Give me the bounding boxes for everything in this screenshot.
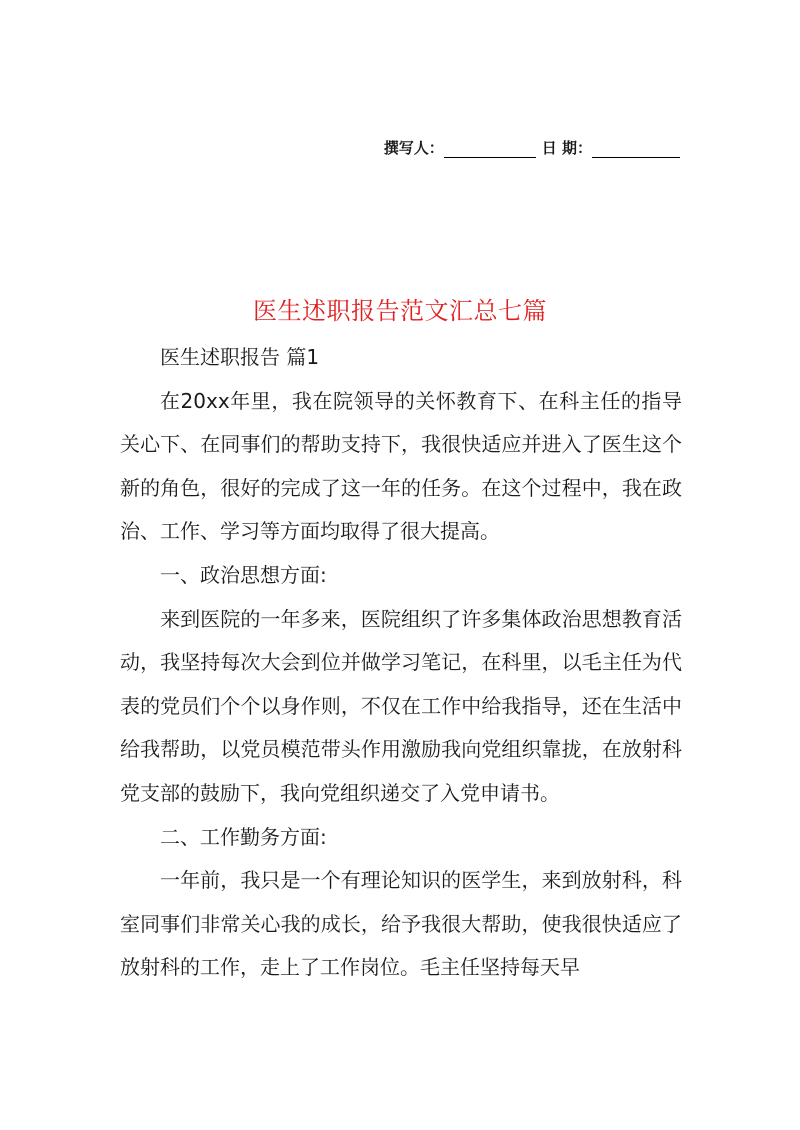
document-title: 医生述职报告范文汇总七篇 — [253, 297, 547, 325]
date-blank-field — [592, 141, 680, 158]
document-body — [120, 336, 682, 990]
paragraph-political: 来到医院的一年多来，医院组织了许多集体政治思想教育活动，我坚持每次大会到位并做学习笔记，在科里，以毛主任为代表的党员们个个以身作则，不仅在工作中给我指导，还在生活中给我帮助，以党员模范带头作用激励我向党组织靠拢，在放射科党支部的鼓励下，我向党组织递交了入党申请书。 — [120, 606, 682, 805]
header-signature-line — [384, 137, 680, 158]
section-heading-report-1: 医生述职报告 篇1 — [160, 345, 320, 369]
author-blank-field — [444, 141, 536, 158]
section-heading-political: 一、政治思想方面: — [160, 562, 327, 587]
paragraph-intro: 在20xx年里，我在院领导的关怀教育下、在科主任的指导关心下、在同事们的帮助支持下，我很快适应并进入了医生这个新的角色，很好的完成了这一年的任务。在这个过程中，我在政治、工作、学习等方面均取得了很大提高。 — [120, 388, 682, 544]
date-label: 日 期： — [541, 139, 592, 157]
paragraph-work: 一年前，我只是一个有理论知识的医学生，来到放射科，科室同事们非常关心我的成长，给予我很大帮助，使我很快适应了放射科的工作，走上了工作岗位。毛主任坚持每天早 — [120, 868, 682, 980]
author-label: 撰写人： — [383, 139, 444, 157]
section-heading-work: 二、工作勤务方面: — [160, 824, 327, 849]
